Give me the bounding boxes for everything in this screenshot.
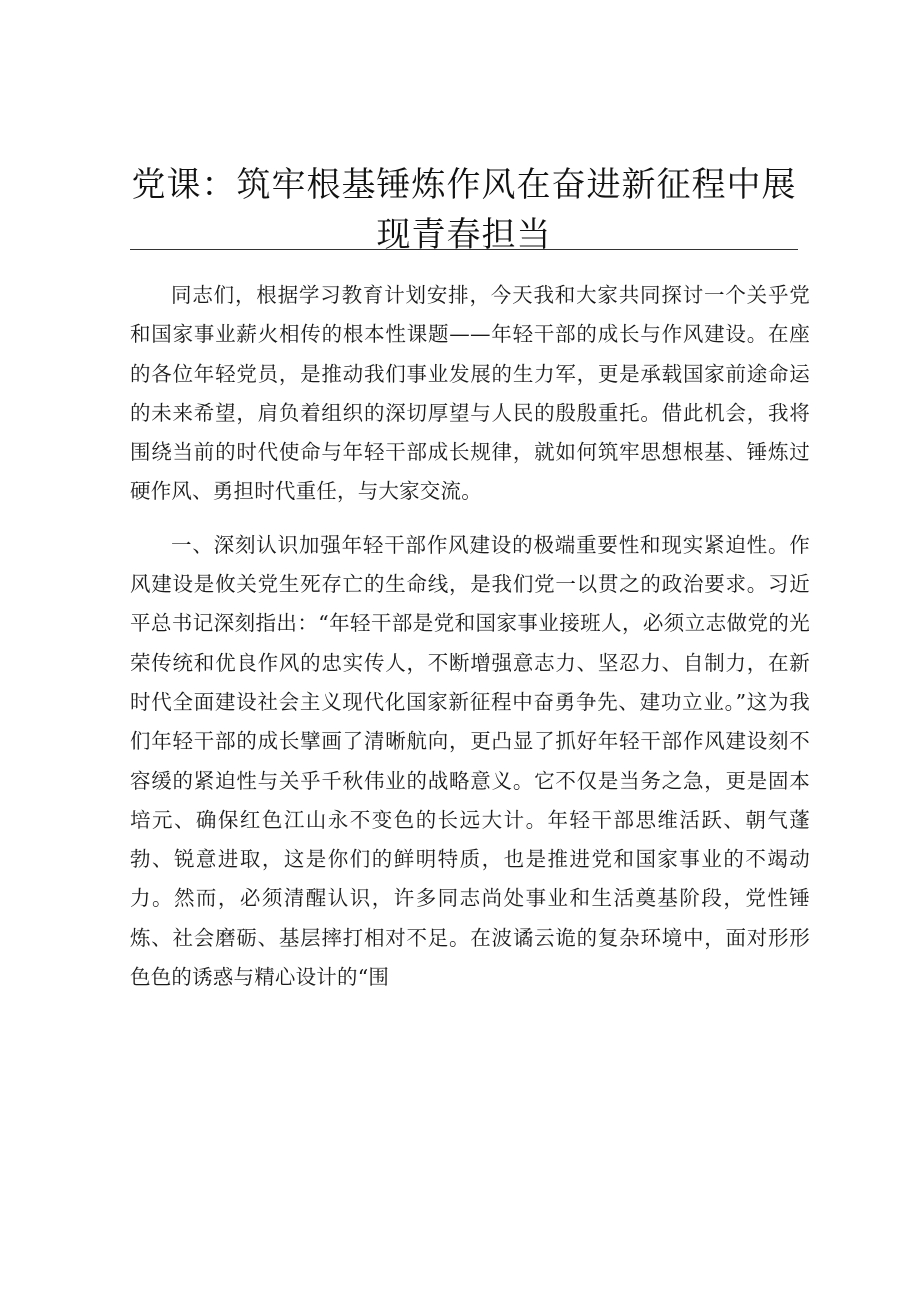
document-body	[130, 276, 810, 1011]
paragraph-intro: 同志们，根据学习教育计划安排，今天我和大家共同探讨一个关乎党和国家事业薪火相传的根本性课题——年轻干部的成长与作风建设。在座的各位年轻党员，是推动我们事业发展的生力军，更是承载国家前途命运的未来希望，肩负着组织的深切厚望与人民的殷殷重托。借此机会，我将围绕当前的时代使命与年轻干部成长规律，就如何筑牢思想根基、锤炼过硬作风、勇担时代重任，与大家交流。	[130, 283, 810, 504]
title-underline	[130, 249, 798, 250]
document-title	[130, 160, 798, 260]
title-line-2: 现青春担当	[376, 215, 552, 255]
paragraph-section-one: 一、深刻认识加强年轻干部作风建设的极端重要性和现实紧迫性。作风建设是攸关党生死存亡的生命线，是我们党一以贯之的政治要求。习近平总书记深刻指出：“年轻干部是党和国家事业接班人，必须立志做党的光荣传统和优良作风的忠实传人，不断增强意志力、坚忍力、自制力，在新时代全面建设社会主义现代化国家新征程中奋勇争先、建功立业。”这为我们年轻干部的成长擘画了清晰航向，更凸显了抓好年轻干部作风建设刻不容缓的紧迫性与关乎千秋伟业的战略意义。它不仅是当务之急，更是固本培元、确保红色江山永不变色的长远大计。年轻干部思维活跃、朝气蓬勃、锐意进取，这是你们的鲜明特质，也是推进党和国家事业的不竭动力。然而，必须清醒认识，许多同志尚处事业和生活奠基阶段，党性锤炼、社会磨砺、基层摔打相对不足。在波谲云诡的复杂环境中，面对形形色色的诱惑与精心设计的“围	[130, 532, 810, 990]
title-line-1: 党课：筑牢根基锤炼作风在奋进新征程中展	[131, 165, 797, 205]
